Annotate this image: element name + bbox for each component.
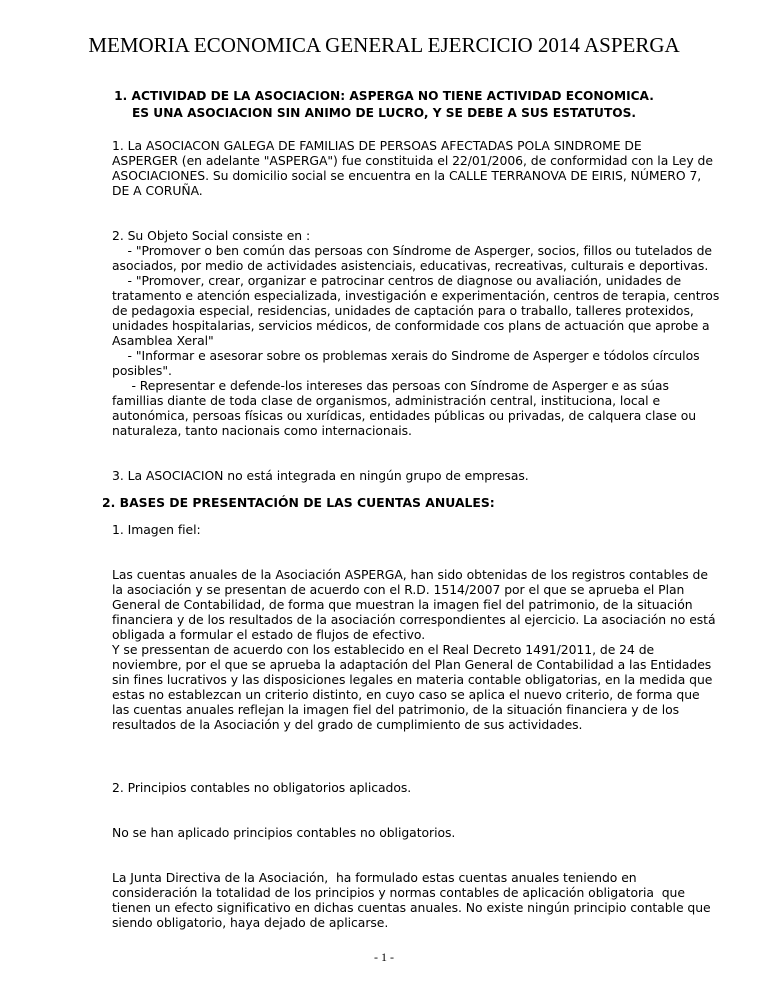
text-line: Las cuentas anuales de la Asociación ASPERGA, han sido obtenidas de los registros contables de bbox=[112, 567, 708, 582]
page-number: - 1 - bbox=[374, 950, 394, 964]
text-line: resultados de la Asociación y del grado de cumplimiento de sus actividades. bbox=[112, 717, 583, 732]
text-line: 1. La ASOCIACON GALEGA DE FAMILIAS DE PERSOAS AFECTADAS POLA SINDROME DE bbox=[112, 138, 642, 153]
text-line: - "Promover, crear, organizar e patrocinar centros de diagnose ou avaliación, unidades de bbox=[112, 273, 682, 288]
text-line: - "Informar e asesorar sobre os problemas xerais do Sindrome de Asperger e tódolos círculos bbox=[112, 348, 700, 363]
text-line: la asociación y se presentan de acuerdo con el R.D. 1514/2007 por el que se aprueba el Plan bbox=[112, 582, 685, 597]
text-line: financiera y de los resultados de la asociación correspondientes al ejercicio. La asociación no está bbox=[112, 612, 716, 627]
section2-paragraph-3 bbox=[112, 870, 768, 930]
text-line: ASOCIACIONES. Su domicilio social se encuentra en la CALLE TERRANOVA DE EIRIS, NÚMERO 7, bbox=[112, 168, 702, 183]
text-line: 2. Su Objeto Social consiste en : bbox=[112, 228, 311, 243]
document-title: MEMORIA ECONOMICA GENERAL EJERCICIO 2014 ASPERGA bbox=[88, 33, 680, 57]
subheading-principios: 2. Principios contables no obligatorios aplicados. bbox=[112, 780, 412, 795]
text-line: posibles". bbox=[112, 363, 172, 378]
text-line: Y se pressentan de acuerdo con los establecido en el Real Decreto 1491/2011, de 24 de bbox=[112, 642, 655, 657]
text-line: DE A CORUÑA. bbox=[112, 183, 203, 198]
text-line: estas no establezcan un criterio distinto, en cuyo caso se aplica el nuevo criterio, de forma que bbox=[112, 687, 700, 702]
section1-heading bbox=[0, 88, 768, 122]
section2-paragraph-1 bbox=[112, 567, 768, 732]
subheading-imagen-fiel: 1. Imagen fiel: bbox=[112, 522, 201, 537]
section1-paragraph-2 bbox=[112, 228, 768, 438]
text-line: obligada a formular el estado de flujos de efectivo. bbox=[112, 627, 426, 642]
text-line: tratamento e atención especializada, investigación e experimentación, centros de terapia, centros bbox=[112, 288, 720, 303]
text-line: de pedagoxia especial, residencias, unidades de captación para o traballo, talleres protexidos, bbox=[112, 303, 694, 318]
text-line: las cuentas anuales reflejan la imagen fiel del patrimonio, de la situación financiera y de los bbox=[112, 702, 680, 717]
text-line: autonómica, persoas físicas ou xurídicas, entidades públicas ou privadas, de calquera clase ou bbox=[112, 408, 697, 423]
text-line: siendo obligatorio, haya dejado de aplicarse. bbox=[112, 915, 389, 930]
section1-paragraph-3: 3. La ASOCIACION no está integrada en ningún grupo de empresas. bbox=[112, 468, 529, 483]
text-line: noviembre, por el que se aprueba la adaptación del Plan General de Contabilidad a las Entidades bbox=[112, 657, 712, 672]
text-line: famillias diante de toda clase de organismos, administración central, instituciona, local e bbox=[112, 393, 661, 408]
section1-paragraph-1 bbox=[112, 138, 768, 198]
text-line: - "Promover o ben común das persoas con Síndrome de Asperger, socios, fillos ou tutelados de bbox=[112, 243, 712, 258]
text-line: - Representar e defende-los intereses das persoas con Síndrome de Asperger e as súas bbox=[112, 378, 669, 393]
text-line: sin fines lucrativos y las disposiciones legales en materia contable obligatorias, en la medida que bbox=[112, 672, 713, 687]
text-line: naturaleza, tanto nacionais como internacionais. bbox=[112, 423, 412, 438]
text-line: La Junta Directiva de la Asociación, ha formulado estas cuentas anuales teniendo en bbox=[112, 870, 637, 885]
heading-line: ES UNA ASOCIACION SIN ANIMO DE LUCRO, Y SE DEBE A SUS ESTATUTOS. bbox=[131, 106, 637, 120]
text-line: General de Contabilidad, de forma que muestran la imagen fiel del patrimonio, de la situación bbox=[112, 597, 693, 612]
section2-paragraph-2: No se han aplicado principios contables no obligatorios. bbox=[112, 825, 456, 840]
text-line: consideración la totalidad de los principios y normas contables de aplicación obligatoria que bbox=[112, 885, 685, 900]
text-line: asociados, por medio de actividades asistenciais, educativas, recreativas, culturais e deportivas. bbox=[112, 258, 709, 273]
text-line: Asamblea Xeral" bbox=[112, 333, 214, 348]
text-line: unidades hospitalarias, servicios médicos, de conformidade cos plans de actuación que aprobe a bbox=[112, 318, 710, 333]
heading-line: 1. ACTIVIDAD DE LA ASOCIACION: ASPERGA NO TIENE ACTIVIDAD ECONOMICA. bbox=[114, 89, 654, 103]
text-line: ASPERGER (en adelante "ASPERGA") fue constituida el 22/01/2006, de conformidad con la Ley de bbox=[112, 153, 713, 168]
text-line: tienen un efecto significativo en dichas cuentas anuales. No existe ningún principio contable que bbox=[112, 900, 711, 915]
section2-heading: 2. BASES DE PRESENTACIÓN DE LAS CUENTAS ANUALES: bbox=[102, 495, 495, 510]
